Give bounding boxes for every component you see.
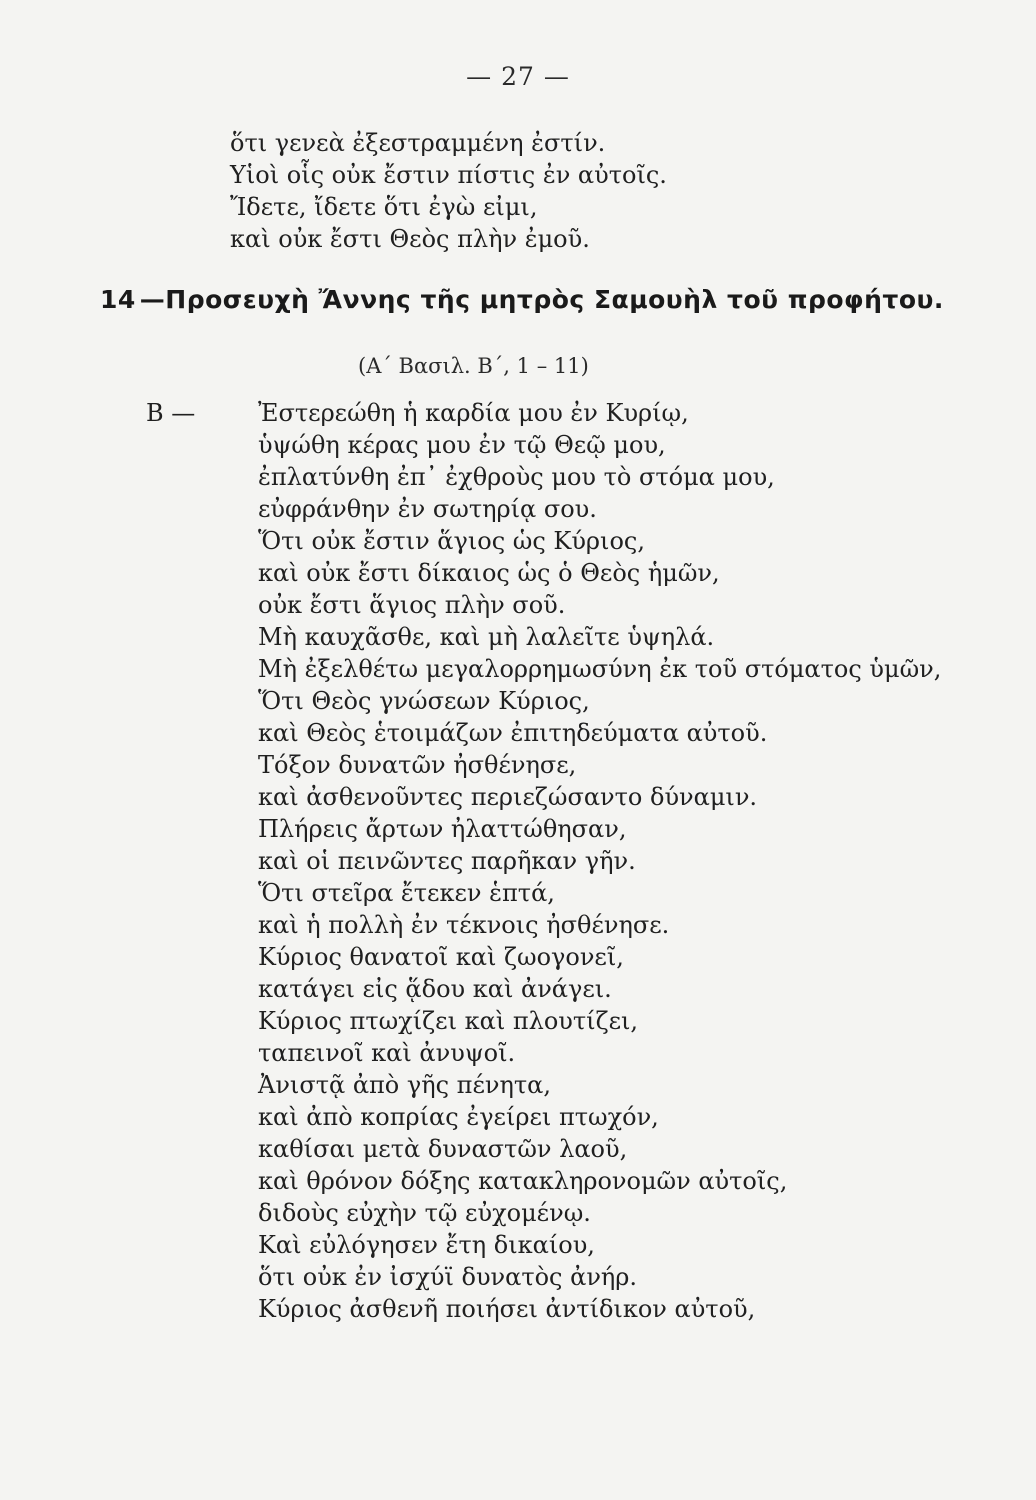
page-number: — 27 — [466,62,570,91]
verse-line: Ὅτι στεῖρα ἔτεκεν ἑπτά, [258,879,555,907]
verse-line: Καὶ εὐλόγησεν ἔτη δικαίου, [258,1231,595,1259]
verse-line: καὶ οὐκ ἔστι δίκαιος ὡς ὁ Θεὸς ἡμῶν, [258,559,720,587]
verse-line: κατάγει εἰς ᾅδου καὶ ἀνάγει. [258,975,612,1003]
verse-line: εὐφράνθην ἐν σωτηρίᾳ σου. [258,495,597,523]
verse-line: Κύριος πτωχίζει καὶ πλουτίζει, [258,1007,639,1035]
verse-line: Μὴ καυχᾶσθε, καὶ μὴ λαλεῖτε ὑψηλά. [258,623,715,651]
verse-line: Ὅτι οὐκ ἔστιν ἅγιος ὡς Κύριος, [258,527,645,555]
verse-line: Ἀνιστᾷ ἀπὸ γῆς πένητα, [258,1071,551,1099]
section-heading [100,284,944,316]
verse-line: Κύριος θανατοῖ καὶ ζωογονεῖ, [258,943,624,971]
verse-line: Υἱοὶ οἷς οὐκ ἔστιν πίστις ἐν αὐτοῖς. [230,161,667,189]
verse-line: ὅτι γενεὰ ἐξεστραμμένη ἐστίν. [230,129,606,157]
scripture-reference: (Α΄ Βασιλ. Β΄, 1 – 11) [358,354,589,378]
verse-line: Κύριος ἀσθενῆ ποιήσει ἀντίδικον αὐτοῦ, [258,1295,756,1323]
verse-line: ὑψώθη κέρας μου ἐν τῷ Θεῷ μου, [258,431,666,459]
verse-line: διδοὺς εὐχὴν τῷ εὐχομένῳ. [258,1199,591,1227]
section-number: 14 [100,285,136,314]
verse-line: ταπεινοῖ καὶ ἀνυψοῖ. [258,1039,516,1067]
verse-line: ὅτι οὐκ ἐν ἰσχύϊ δυνατὸς ἀνήρ. [258,1263,638,1291]
verse-line: καὶ οἱ πεινῶντες παρῆκαν γῆν. [258,847,636,875]
verse-line: Ἴδετε, ἴδετε ὅτι ἐγὼ εἰμι, [230,193,538,221]
verse-marker: Β — [146,399,196,427]
verse-line: καὶ ἀπὸ κοπρίας ἐγείρει πτωχόν, [258,1103,659,1131]
verse-line: οὐκ ἔστι ἅγιος πλὴν σοῦ. [258,591,566,619]
verse-line: καὶ ἀσθενοῦντες περιεζώσαντο δύναμιν. [258,783,758,811]
verse-line: Τόξον δυνατῶν ἠσθένησε, [258,751,577,779]
verse-line: καὶ Θεὸς ἑτοιμάζων ἐπιτηδεύματα αὐτοῦ. [258,719,768,747]
verse-line: ἐπλατύνθη ἐπ᾿ ἐχθροὺς μου τὸ στόμα μου, [258,463,775,491]
verse-line: Πλήρεις ἄρτων ἠλαττώθησαν, [258,815,627,843]
verse-line: καθίσαι μετὰ δυναστῶν λαοῦ, [258,1135,628,1163]
verse-line: Μὴ ἐξελθέτω μεγαλορρημωσύνη ἐκ τοῦ στόματος ὑμῶν, [258,655,942,683]
section-title: —Προσευχὴ Ἄννης τῆς μητρὸς Σαμουὴλ τοῦ προφήτου. [139,285,944,314]
verse-line: Ὅτι Θεὸς γνώσεων Κύριος, [258,687,590,715]
verse-line: καὶ θρόνον δόξης κατακληρονομῶν αὐτοῖς, [258,1167,788,1195]
verse-line: καὶ ἡ πολλὴ ἐν τέκνοις ἠσθένησε. [258,911,670,939]
verse-line: Ἐστερεώθη ἡ καρδία μου ἐν Κυρίῳ, [258,399,689,427]
verse-line: καὶ οὐκ ἔστι Θεὸς πλὴν ἐμοῦ. [230,225,590,253]
